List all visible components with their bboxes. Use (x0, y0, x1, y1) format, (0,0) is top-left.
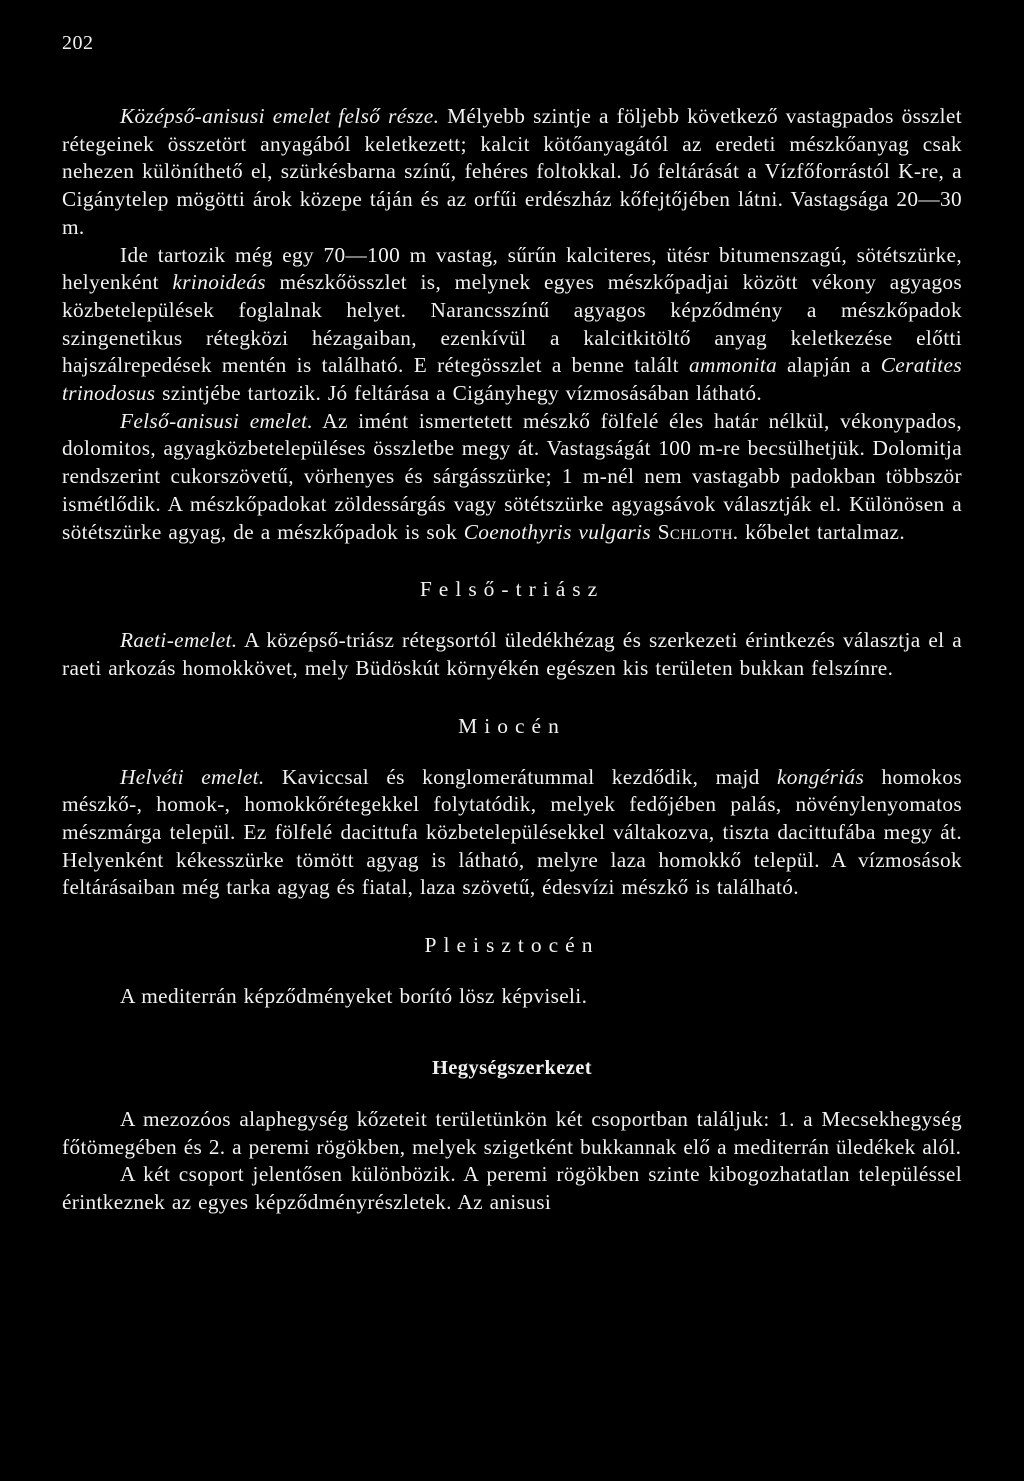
section-heading-miocene: Miocén (458, 713, 566, 738)
paragraph-text: A középső-triász rétegsortól üledékhézag és szerkezeti érintkezés választja el a raeti arkozás homokkövet, mely Büdöskút környékén egészen kis területen bukkan felszínre. (62, 628, 962, 680)
paragraph-structure-groups: A mezozóos alaphegység kőzeteit területünkön két csoportban találjuk: 1. a Mecsekhegység főtömegében és 2. a peremi rögökben, melyek szigetként bukkannak elő a mediterrán üledékek alól. (62, 1106, 962, 1159)
paragraph-text: szintjébe tartozik. Jó feltárása a Cigányhegy vízmosásában látható. (155, 381, 763, 406)
italic-term: Ceratites trinodosus (62, 353, 962, 406)
paragraph-text (651, 520, 658, 544)
section-heading-pleistocene: Pleisztocén (424, 933, 600, 958)
paragraph-heading: Raeti-emelet. (120, 628, 238, 653)
section-heading-structure: Hegységszerkezet (431, 1056, 593, 1079)
paragraph-middle-anisian-upper (62, 103, 962, 242)
paragraph-text: mészkőösszlet is, melynek egyes mészkőpadjai között vékony agyagos közbetelepülések foglalnak helyet. Narancsszínű agyagos képződmény a mészkőpadok szingenetikus rétegközi hézagaiban, ezenkívül a kalcitkitöltő anyag keletkezése előtti hajszálrepedések mentén is található. E rétegösszlet a benne talált (62, 270, 963, 378)
paragraph-heading: Felső-anisusi emelet. (120, 408, 314, 433)
paragraph-text: Kaviccsal és konglomerátummal kezdődik, majd (264, 764, 777, 789)
page-number: 202 (62, 32, 94, 54)
document-page (62, 32, 962, 1217)
paragraph-text: alapján a (776, 353, 881, 378)
paragraph-text: Ide tartozik még egy 70—100 m vastag, sűrűn kalciteres, ütésr bitumenszagú, sötétszürke, helyenként (62, 242, 962, 295)
paragraph-text: Az imént ismertetett mészkő fölfelé éles határ nélkül, vékonypados, dolomitos, agyagközbetelepüléses összletbe megy át. Vastagságát 100 m-re becsülhetjük. Dolomitja rendszerint cukorszövetű, vörhenyes és sárgásszürke; 1 m-nél nem vastagabb padokban többször ismétlődik. A mészkőpadokat zöldessárgás vagy sötétszürke agyagsávok választják el. Különösen a sötétszürke agyag, de a mészkőpadok is sok (62, 408, 962, 544)
author-name: Schloth. (657, 519, 739, 544)
paragraph-structure-differences: A két csoport jelentősen különbözik. A peremi rögökben szinte kibogozhatatlan településsel érintkeznek az egyes képződményrészletek. Az anisusi (62, 1162, 962, 1214)
paragraph-text: Mélyebb szintje a följebb következő vastagpados összlet rétegeinek összetört anyagából keletkezett; kalcit kötőanyagától az eredeti mészkőanyag csak nehezen különíthető el, szürkésbarna színű, fehéres foltokkal. Jó feltárását a Vízfőforrástól K-re, a Cigánytelep mögötti árok közepe táján és az orfűi erdészház kőfejtőjében látni. Vastagsága 20—30 m. (62, 104, 962, 239)
paragraph-heading: Középső-anisusi emelet felső része. (120, 104, 440, 128)
paragraph-limestone-series (62, 242, 962, 408)
italic-term: ammonita (688, 353, 777, 378)
paragraph-pleistocene: A mediterrán képződményeket borító lösz képviseli. (120, 984, 588, 1009)
paragraph-rhaetian (62, 627, 962, 682)
paragraph-heading: Helvéti emelet. (120, 764, 265, 789)
paragraph-text: kőbelet tartalmaz. (738, 519, 906, 544)
paragraph-upper-anisian (62, 408, 962, 547)
section-heading-upper-triassic: Felső-triász (419, 577, 605, 602)
italic-term: krinoideás (172, 270, 266, 295)
italic-term: Coenothyris vulgaris (463, 519, 651, 544)
paragraph-text: homokos mészkő-, homok-, homokkőrétegekkel folytatódik, melyek fedőjében palás, növénylenyomatos mészmárga települ. Ez fölfelé dacittufa közbetelepülésekkel váltakozva, tiszta dacittufába megy át. Helyenként kékesszürke tömött agyag is látható, melyre laza homokkő települ. A vízmosások feltárásaiban még tarka agyag és fiatal, laza szövetű, édesvízi mészkő is található. (62, 764, 962, 900)
paragraph-helvetian (62, 764, 962, 903)
italic-term: kongériás (776, 764, 865, 789)
